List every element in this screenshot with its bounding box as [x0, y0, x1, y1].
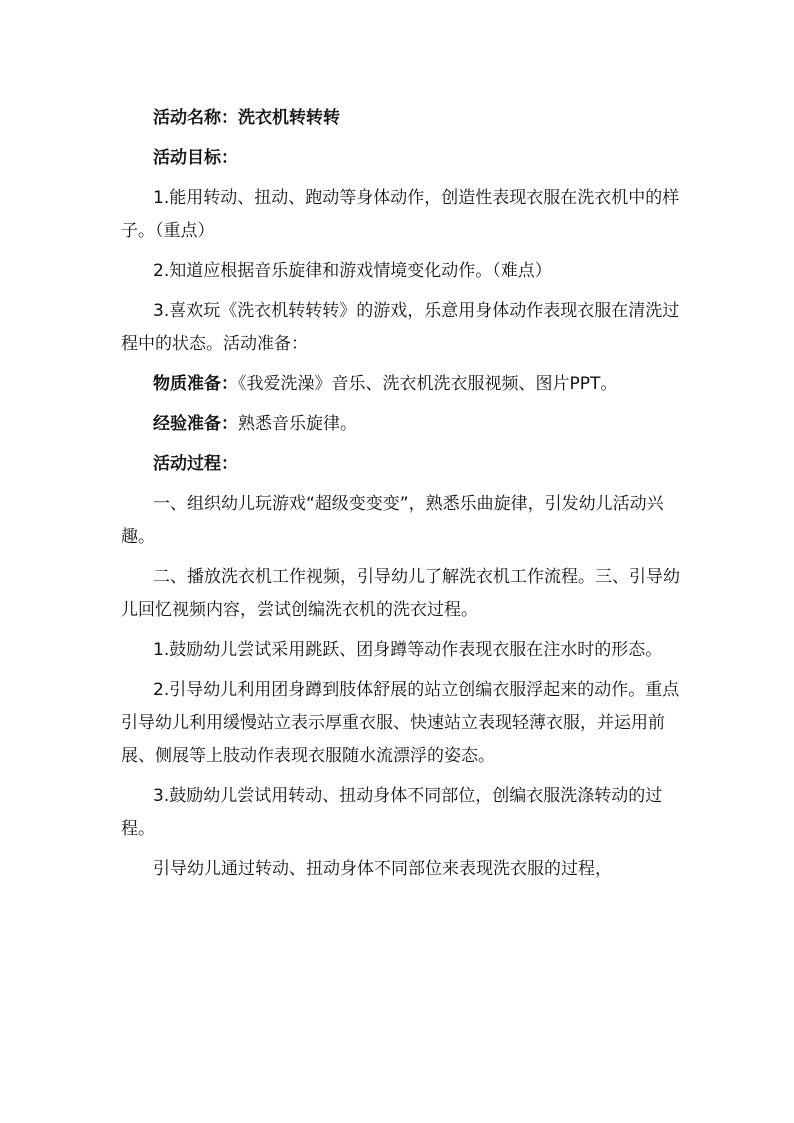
process-sub-1: 1.鼓励幼儿尝试采用跳跃、团身蹲等动作表现衣服在注水时的形态。 — [153, 640, 663, 660]
activity-title-label: 活动名称： — [153, 108, 238, 128]
activity-title-value: 洗衣机转转转 — [238, 108, 340, 128]
material-preparation — [121, 368, 696, 401]
material-label: 物质准备： — [153, 374, 238, 394]
process-step-2: 二、播放洗衣机工作视频，引导幼儿了解洗衣机工作流程。三、引导幼儿回忆视频内容，尝试创编洗衣机的洗衣过程。 — [121, 567, 680, 620]
goal-2: 2.知道应根据音乐旋律和游戏情境变化动作。（难点） — [153, 261, 552, 281]
experience-value: 熟悉音乐旋律。 — [238, 414, 357, 434]
process-step-1: 一、组织幼儿玩游戏“超级变变变”，熟悉乐曲旋律，引发幼儿活动兴趣。 — [121, 494, 664, 547]
process-heading: 活动过程： — [153, 454, 238, 474]
goal-3: 3.喜欢玩《洗衣机转转转》的游戏，乐意用身体动作表现衣服在清洗过程中的状态。活动准备： — [121, 301, 680, 354]
document-body — [121, 102, 696, 893]
process-sub-4: 引导幼儿通过转动、扭动身体不同部位来表现洗衣服的过程， — [153, 859, 612, 879]
activity-title — [121, 102, 696, 135]
goal-1: 1.能用转动、扭动、跑动等身体动作，创造性表现衣服在洗衣机中的样子。（重点） — [121, 188, 680, 241]
goals-heading: 活动目标： — [153, 148, 238, 168]
process-sub-3: 3.鼓励幼儿尝试用转动、扭动身体不同部位，创编衣服洗涤转动的过程。 — [121, 786, 663, 839]
process-sub-2: 2.引导幼儿利用团身蹲到肢体舒展的站立创编衣服浮起来的动作。重点引导幼儿利用缓慢站立表示厚重衣服、快速站立表现轻薄衣服，并运用前展、侧展等上肢动作表现衣服随水流漂浮的姿态。 — [121, 680, 680, 766]
material-value: 《我爱洗澡》音乐、洗衣机洗衣服视频、图片PPT。 — [238, 374, 618, 394]
experience-preparation — [121, 408, 696, 441]
experience-label: 经验准备： — [153, 414, 238, 434]
